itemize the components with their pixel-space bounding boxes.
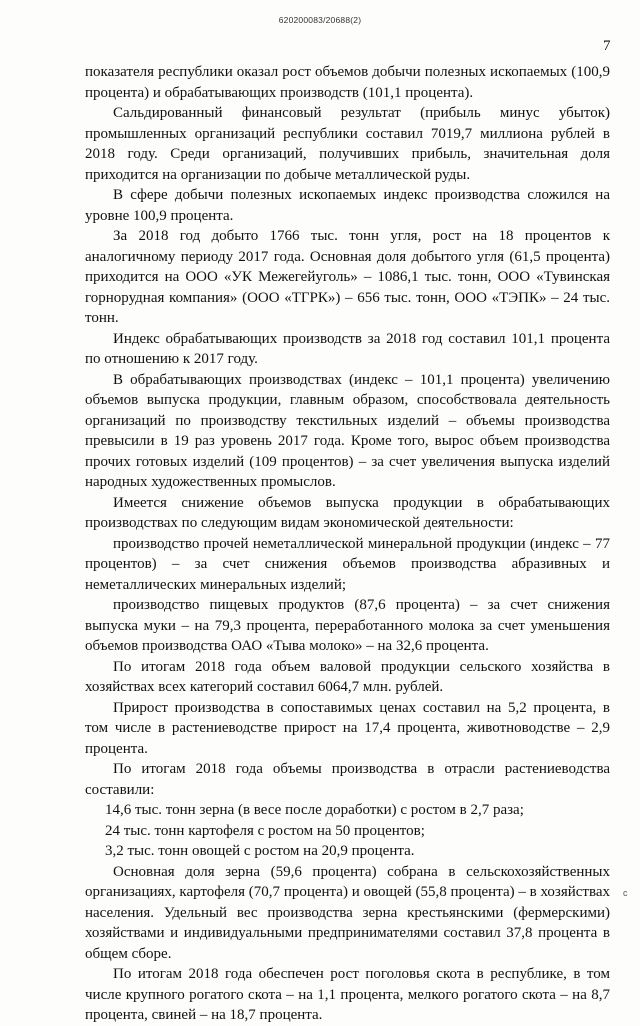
list-item: 24 тыс. тонн картофеля с ростом на 50 процентов; — [105, 822, 425, 839]
corner-mark: с — [623, 888, 628, 898]
paragraph: По итогам 2018 года объем валовой продукции сельского хозяйства в хозяйствах всех категорий составил 6064,7 млн. рублей. — [85, 658, 610, 695]
paragraph: По итогам 2018 года объемы производства в отрасли растениеводства составили: — [85, 761, 610, 798]
paragraph: Основная доля зерна (59,6 процента) собрана в сельскохозяйственных организациях, картофеля (70,7 процента) и овощей (55,8 процента) – в хозяйствах населения. Удельный вес производства зерна крестьянскими (фермерскими) хозяйствами и индивидуальными предпринимателями составил 37,8 процента в общем сборе. — [85, 863, 610, 962]
document-body — [85, 62, 610, 1026]
page-number: 7 — [603, 38, 611, 54]
paragraph: За 2018 год добыто 1766 тыс. тонн угля, рост на 18 процентов к аналогичному периоду 2017 года. Основная доля добытого угля (61,5 процента) приходится на ООО «УК Межегейуголь» – 1086,1 тыс. тонн, ООО «Тувинская горнорудная компания» (ООО «ТГРК») – 656 тыс. тонн, ООО «ТЭПК» – 24 тыс. тонн. — [85, 228, 610, 326]
paragraph: Индекс обрабатывающих производств за 2018 год составил 101,1 процента по отношению к 2017 году. — [85, 330, 610, 367]
document-code: 620200083/20688(2) — [278, 15, 362, 25]
list-item: 3,2 тыс. тонн овощей с ростом на 20,9 процента. — [105, 843, 415, 859]
paragraph: В сфере добычи полезных ископаемых индекс производства сложился на уровне 100,9 процента. — [85, 187, 610, 224]
paragraph: В обрабатывающих производствах (индекс – 101,1 процента) увеличению объемов выпуска продукции, главным образом, способствовала деятельность организаций по производству текстильных изделий – объемы производства превысили в 19 раз уровень 2017 года. Кроме того, вырос объем производства прочих готовых изделий (109 процентов) – за счет увеличения выпуска изделий народных художественных промыслов. — [85, 371, 610, 490]
paragraph: Сальдированный финансовый результат (прибыль минус убыток) промышленных организаций республики составил 7019,7 миллиона рублей в 2018 году. Среди организаций, получивших прибыль, значительная доля приходится на организации по добыче металлической руды. — [85, 105, 610, 183]
paragraph: производство пищевых продуктов (87,6 процента) – за счет снижения выпуска муки – на 79,3 процента, переработанного молока за счет уменьшения объемов производства ОАО «Тыва молоко» – на 32,6 процента. — [85, 597, 610, 654]
paragraph: показателя республики оказал рост объемов добычи полезных ископаемых (100,9 процента) и обрабатывающих производств (101,1 процента). — [85, 64, 610, 101]
paragraph: Прирост производства в сопоставимых ценах составил на 5,2 процента, в том числе в растениеводстве прирост на 17,4 процента, животноводстве – 2,9 процента. — [85, 699, 610, 757]
list-item: 14,6 тыс. тонн зерна (в весе после доработки) с ростом в 2,7 раза; — [105, 802, 524, 818]
paragraph: производство прочей неметаллической минеральной продукции (индекс – 77 процентов) – за счет снижения объемов производства абразивных и неметаллических минеральных изделий; — [85, 535, 610, 593]
paragraph: Имеется снижение объемов выпуска продукции в обрабатывающих производствах по следующим видам экономической деятельности: — [85, 494, 610, 531]
paragraph: По итогам 2018 года обеспечен рост поголовья скота в республике, в том числе крупного рогатого скота – на 1,1 процента, мелкого рогатого скота – на 8,7 процента, свиней – на 18,7 процента. — [85, 966, 610, 1023]
